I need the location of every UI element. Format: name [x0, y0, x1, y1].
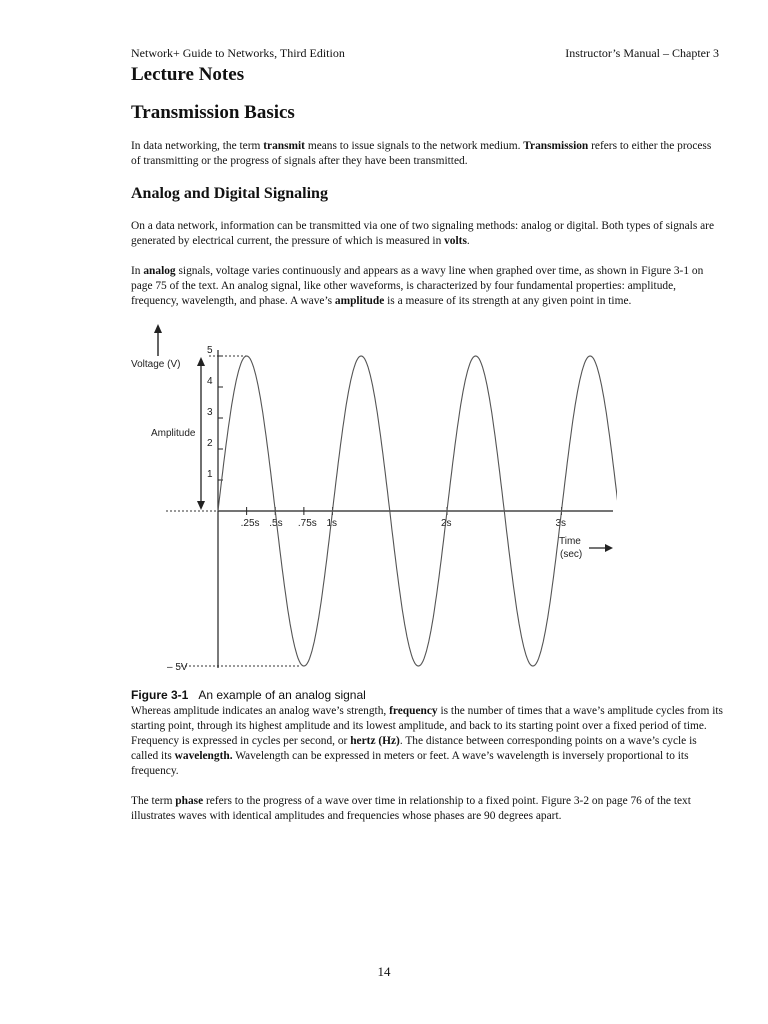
text-run: refers to the progress of a wave over time in relationship to a fixed point. Figure 3-2 on page 76 of the text illustrates waves with identical amplitudes and frequencies whose phases are 90 degrees apart.	[131, 795, 691, 822]
text-run: The term	[131, 795, 176, 807]
bold-term: amplitude	[334, 295, 385, 307]
bold-term: phase	[175, 795, 204, 807]
y-tick-label: 1	[207, 469, 213, 480]
text-run: Whereas amplitude indicates an analog wave’s strength,	[131, 705, 390, 717]
paragraph-phase	[131, 794, 723, 824]
x-tick-label: 1s	[326, 518, 338, 529]
paragraph-signaling-methods	[131, 219, 723, 249]
lecture-notes-heading: Lecture Notes	[131, 64, 245, 85]
text-run: Wavelength can be expressed in meters or feet. A wave’s wavelength is inversely proportional to its frequency.	[131, 750, 689, 777]
y-tick-label: 2	[207, 438, 213, 449]
amplitude-label: Amplitude	[151, 428, 196, 439]
y-tick-label: 4	[207, 376, 213, 387]
x-tick-label: .75s	[297, 518, 317, 529]
bold-term: Transmission	[523, 140, 589, 152]
bold-term: frequency	[389, 705, 438, 717]
running-header	[131, 46, 719, 60]
time-arrow-head	[605, 544, 613, 552]
text-run: In data networking, the term	[131, 140, 264, 152]
paragraph-analog-signals	[131, 264, 723, 309]
x-tick-label: 3s	[555, 518, 567, 529]
analog-signal-chart	[131, 320, 617, 690]
analog-signal-figure	[131, 320, 617, 690]
time-label: Time	[559, 536, 581, 547]
y-tick-label: 3	[207, 407, 213, 418]
text-run: means to issue signals to the network medium.	[304, 140, 524, 152]
amplitude-arrow-bottom	[197, 501, 205, 510]
bold-term: volts	[444, 235, 467, 247]
transmission-basics-heading: Transmission Basics	[131, 102, 295, 123]
text-run: On a data network, information can be transmitted via one of two signaling methods: analog or digital. Both types of signals are generated by electrical current, the pressure of which is measured in	[131, 220, 715, 247]
x-tick-label: .25s	[240, 518, 260, 529]
text-run: is a measure of its strength at any given point in time.	[384, 295, 632, 307]
paragraph-frequency	[131, 704, 723, 779]
x-tick-label: 2s	[441, 518, 452, 529]
bold-term: transmit	[263, 140, 305, 152]
y-ticks	[207, 345, 223, 480]
analog-digital-heading: Analog and Digital Signaling	[131, 185, 328, 202]
text-run: In	[131, 265, 144, 277]
voltage-arrow-head	[154, 324, 162, 333]
text-run: signals, voltage varies continuously and appears as a wavy line when graphed over time, as shown in Figure 3-1 on page 75 of the text. An analog signal, like other waveforms, is characterized by four fundamental properties: amplitude, frequency, wavelength, and phase. A wave’s	[131, 265, 704, 307]
bold-term: hertz (Hz)	[350, 735, 400, 747]
voltage-axis-label: Voltage (V)	[131, 359, 181, 370]
bold-term: analog	[143, 265, 176, 277]
text-run: is the number of times that a wave’s amplitude cycles from its starting point, through its highest amplitude and its lowest amplitude, and back to its starting point over a fixed period of time. Frequency is expressed in cycles per second, or	[131, 705, 723, 747]
text-run: . The distance between corresponding points on a wave’s cycle is called its	[131, 735, 697, 762]
x-ticks	[241, 507, 566, 529]
figure-caption-text: An example of an analog signal	[198, 688, 366, 702]
text-run: refers to either the process of transmitting or the progress of signals after they have been transmitted.	[131, 140, 712, 167]
x-tick-label: .5s	[269, 518, 283, 529]
amplitude-arrow-top	[197, 357, 205, 366]
neg-5v-label: – 5V	[167, 662, 188, 673]
paragraph-transmit	[131, 139, 723, 169]
header-book-title: Network+ Guide to Networks, Third Edition	[131, 46, 345, 60]
y-tick-label: 5	[207, 345, 213, 356]
text-run: .	[466, 235, 470, 247]
time-unit-label: (sec)	[560, 549, 583, 560]
page-number: 14	[377, 964, 391, 979]
figure-number: Figure 3-1	[131, 688, 189, 702]
header-chapter: Instructor’s Manual – Chapter 3	[565, 46, 719, 60]
bold-term: wavelength.	[174, 750, 233, 762]
figure-caption	[131, 688, 366, 702]
